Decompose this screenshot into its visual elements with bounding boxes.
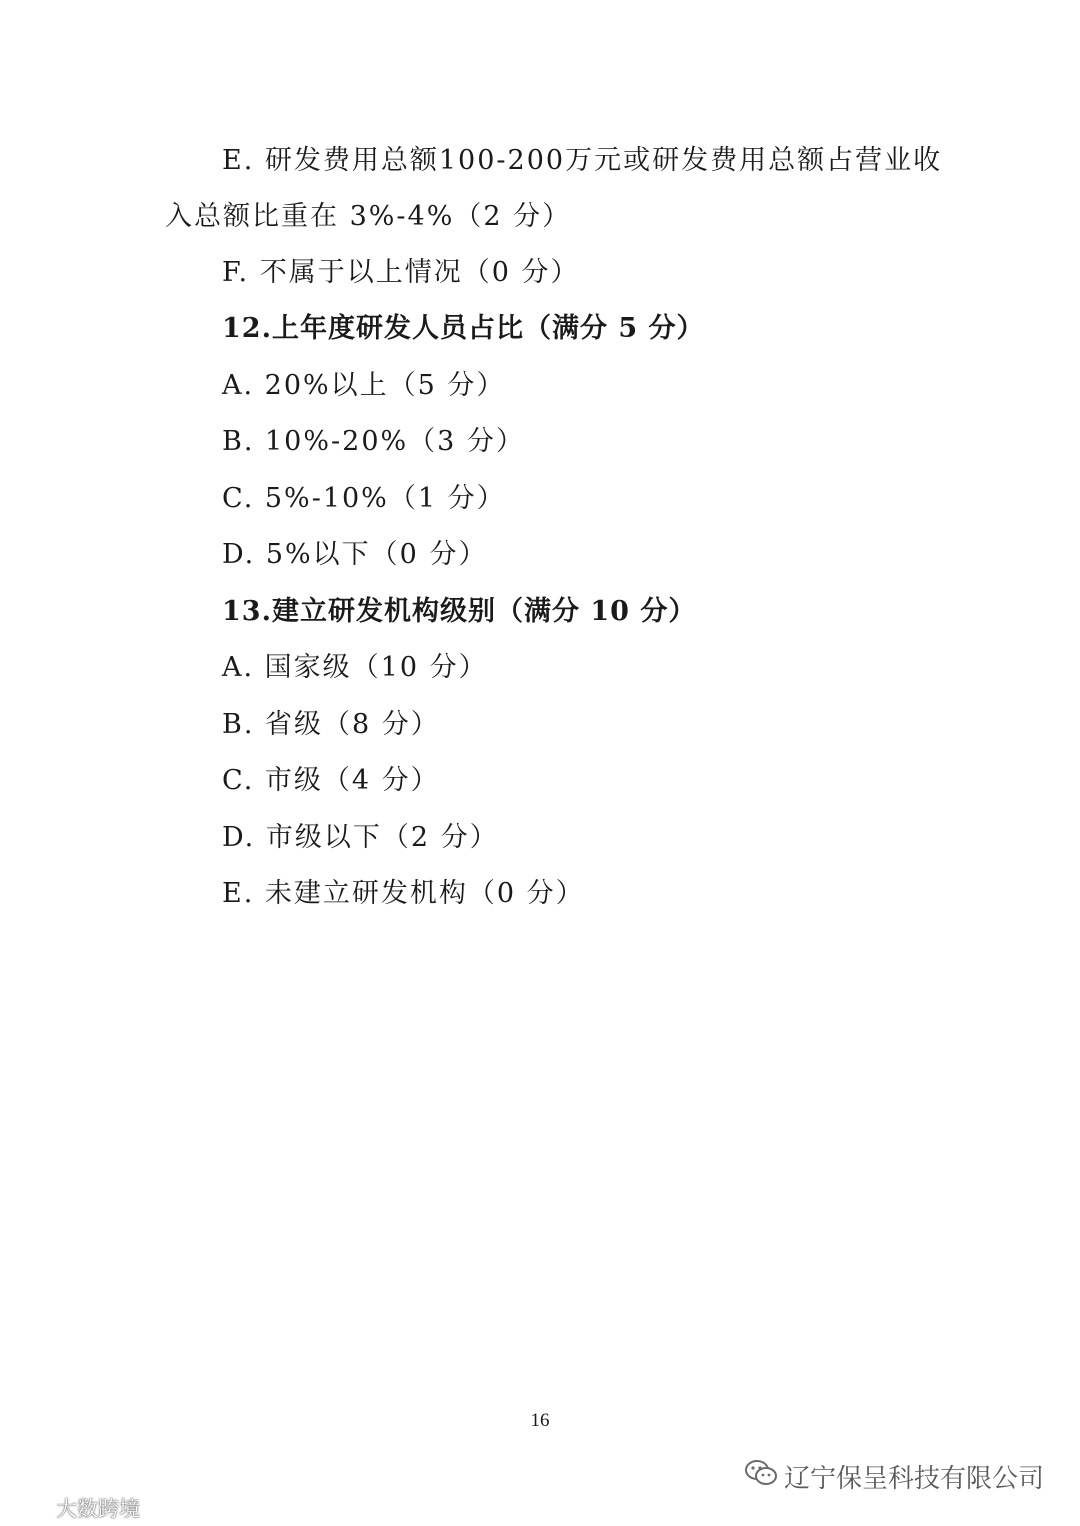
section-13-option-c: C. 市级（4 分） <box>222 765 440 796</box>
section-12-option-c: C. 5%-10%（1 分） <box>222 483 506 514</box>
section-13-option-d: D. 市级以下（2 分） <box>222 822 499 853</box>
page-number: 16 <box>530 1410 550 1431</box>
section-13-option-a: A. 国家级（10 分） <box>222 652 488 683</box>
brand-logo-icon <box>8 1492 52 1523</box>
watermark-brand-text: 大数跨境 <box>56 1496 140 1521</box>
section-13-heading: 13.建立研发机构级别（满分 10 分） <box>222 596 697 627</box>
section-12-heading: 12.上年度研发人员占比（满分 5 分） <box>222 313 705 344</box>
wechat-icon <box>744 1458 778 1495</box>
section-12-option-d: D. 5%以下（0 分） <box>222 539 488 570</box>
section-12-option-a: A. 20%以上（5 分） <box>222 370 506 401</box>
option-e-line-2: 入总额比重在 3%-4%（2 分） <box>165 201 572 232</box>
section-13-option-e: E. 未建立研发机构（0 分） <box>222 878 585 909</box>
watermark-brand <box>8 1492 140 1523</box>
watermark-company <box>744 1458 1044 1495</box>
watermark-company-text: 辽宁保呈科技有限公司 <box>783 1464 1044 1494</box>
option-f: F. 不属于以上情况（0 分） <box>222 257 580 288</box>
option-e-line-1: E. 研发费用总额100-200万元或研发费用总额占营业收 <box>222 145 943 176</box>
section-13-option-b: B. 省级（8 分） <box>222 709 440 740</box>
section-12-option-b: B. 10%-20%（3 分） <box>222 426 525 457</box>
